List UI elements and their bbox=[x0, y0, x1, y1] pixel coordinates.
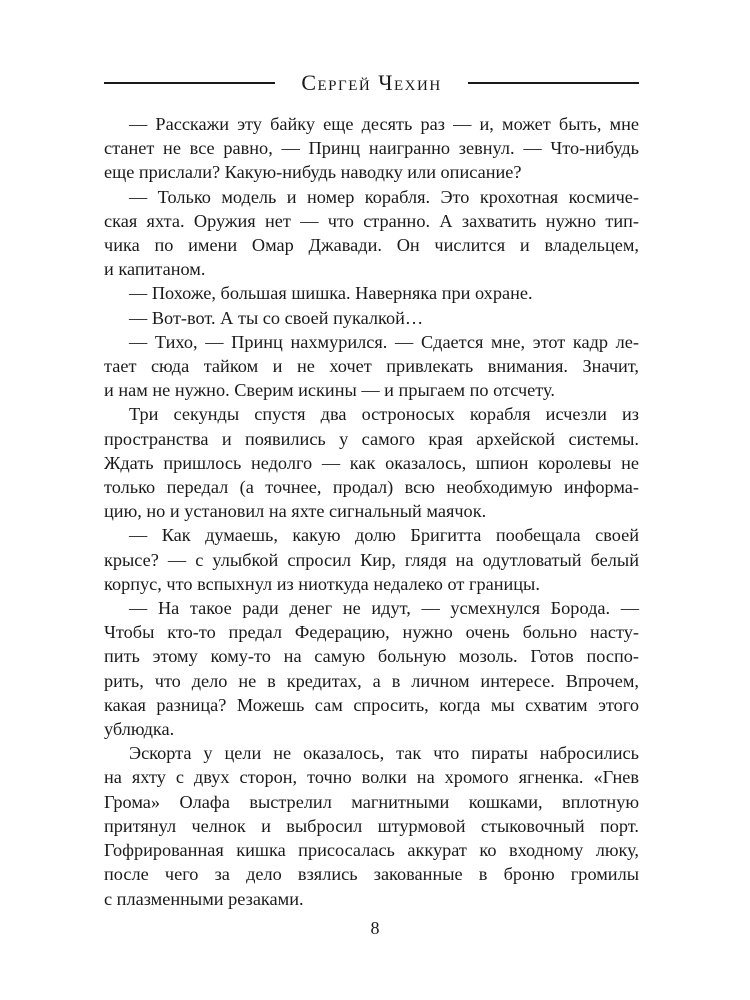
text-line: пить этому кому-то на самую больную мозоль. Готов поспо- bbox=[104, 646, 639, 667]
text-line: пространства и появились у самого края архейской системы. bbox=[104, 428, 639, 449]
text-line: с плазменными резаками. bbox=[104, 888, 304, 909]
text-line: станет не все равно, — Принц наигранно зевнул. — Что-нибудь bbox=[104, 138, 639, 159]
text-line: Эскорта у цели не оказалось, так что пираты набросились bbox=[129, 743, 639, 764]
paragraph bbox=[104, 741, 639, 910]
text-line: Ждать пришлось недолго — как оказалось, шпион королевы не bbox=[104, 452, 639, 473]
text-line: Гофрированная кишка присосалась аккурат ко входному люку, bbox=[104, 840, 639, 861]
text-line: тает сюда тайком и не хочет привлекать внимания. Значит, bbox=[104, 356, 639, 377]
text-line: крысе? — с улыбкой спросил Кир, глядя на одутловатый белый bbox=[104, 549, 639, 570]
text-line: и капитаном. bbox=[104, 259, 206, 280]
paragraph bbox=[104, 402, 639, 523]
paragraph bbox=[104, 523, 639, 596]
text-line: еще прислали? Какую-нибудь наводку или описание? bbox=[104, 162, 522, 183]
text-line: — Как думаешь, какую долю Бригитта пообещала своей bbox=[129, 525, 639, 546]
text-line: после чего за дело взялись закованные в броню громилы bbox=[104, 864, 639, 885]
text-line: чика по имени Омар Джавади. Он числится и владельцем, bbox=[104, 235, 639, 256]
text-line: — Только модель и номер корабля. Это крохотная космиче- bbox=[129, 186, 639, 207]
text-line: — Расскажи эту байку еще десять раз — и, может быть, мне bbox=[129, 114, 639, 134]
text-line: рить, что дело не в кредитах, а в личном интересе. Впрочем, bbox=[104, 670, 639, 691]
text-line: на яхту с двух сторон, точно волки на хромого ягненка. «Гнев bbox=[104, 767, 639, 788]
text-line: ублюдка. bbox=[104, 719, 175, 740]
paragraph bbox=[104, 596, 639, 741]
text-line: ская яхта. Оружия нет — что странно. А захватить нужно тип- bbox=[104, 210, 639, 231]
text-line: только передал (а точнее, продал) всю необходимую информа- bbox=[104, 477, 639, 498]
paragraph bbox=[104, 306, 639, 330]
text-line: Грома» Олафа выстрелил магнитными кошками, вплотную bbox=[104, 791, 639, 812]
paragraph bbox=[104, 185, 639, 282]
paragraph bbox=[104, 330, 639, 403]
header-rule-left bbox=[104, 82, 275, 84]
text-line: притянул челнок и выбросил штурмовой стыковочный порт. bbox=[104, 815, 639, 836]
text-line: корпус, что вспыхнул из ниоткуда недалеко от границы. bbox=[104, 573, 540, 594]
text-line: Чтобы кто-то предал Федерацию, нужно очень больно насту- bbox=[104, 622, 639, 643]
paragraph bbox=[104, 112, 639, 185]
running-header bbox=[104, 66, 639, 100]
header-rule-right bbox=[468, 82, 639, 84]
page-number: 8 bbox=[370, 918, 380, 938]
text-line: — Похоже, большая шишка. Наверняка при охране. bbox=[129, 283, 533, 304]
text-line: — Тихо, — Принц нахмурился. — Сдается мне, этот кадр ле- bbox=[129, 331, 639, 352]
text-line: Три секунды спустя два остроносых корабля исчезли из bbox=[129, 404, 639, 425]
text-line: и нам не нужно. Сверим искины — и прыгаем по отсчету. bbox=[104, 380, 555, 401]
text-line: какая разница? Можешь сам спросить, когда мы схватим этого bbox=[104, 694, 639, 715]
running-header-author: Сергей Чехин bbox=[301, 70, 442, 95]
paragraph bbox=[104, 281, 639, 305]
text-line: — На такое ради денег не идут, — усмехнулся Борода. — bbox=[129, 598, 639, 619]
text-line: цию, но и установил на яхте сигнальный маячок. bbox=[104, 501, 487, 522]
text-line: — Вот-вот. А ты со своей пукалкой… bbox=[129, 307, 424, 328]
body-text bbox=[104, 112, 639, 911]
